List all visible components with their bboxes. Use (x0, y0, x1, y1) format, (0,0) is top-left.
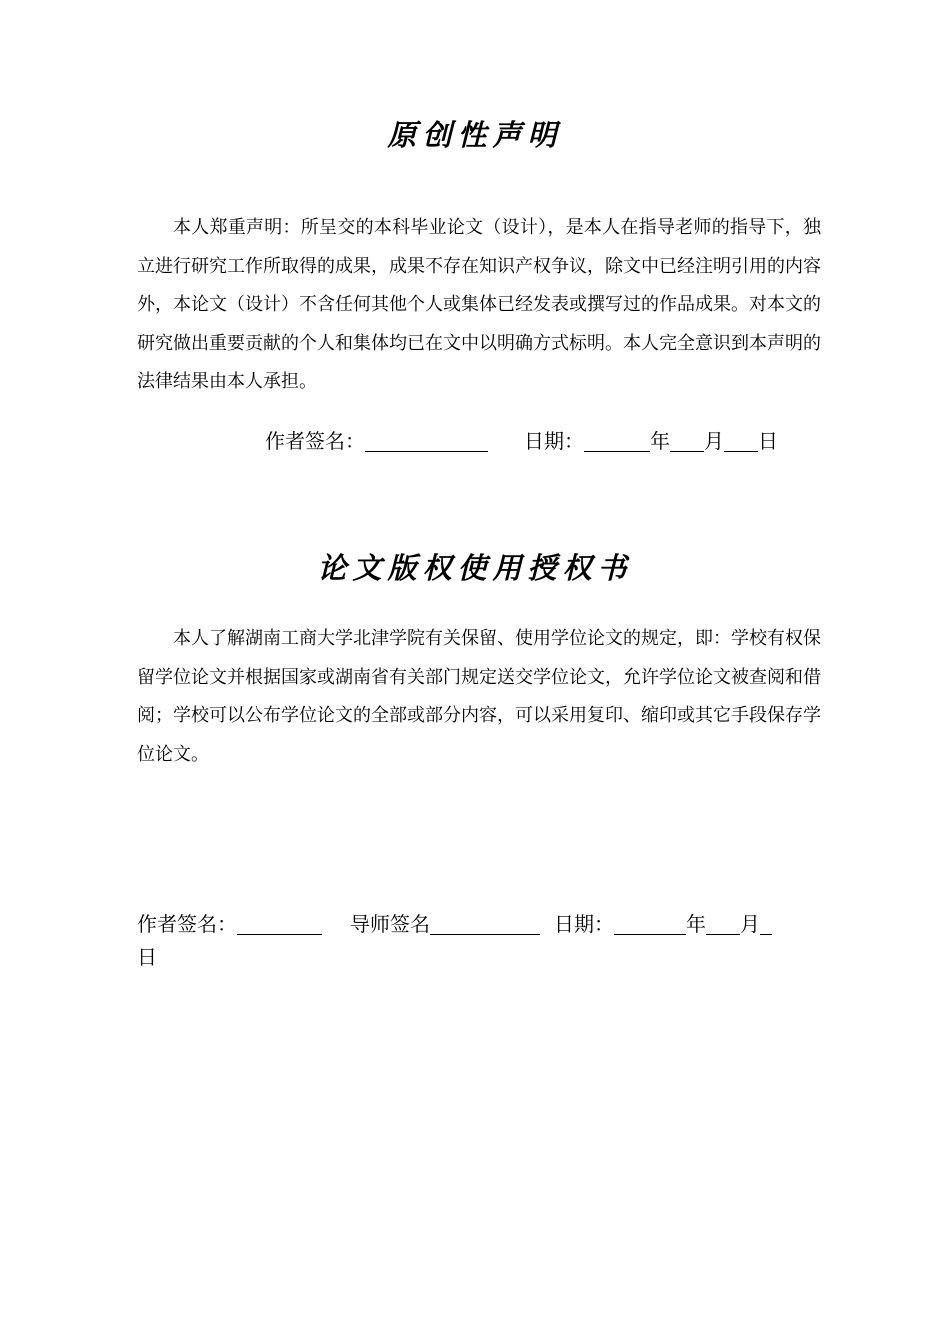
month-blank[interactable] (670, 429, 704, 452)
authorization-title: 论文版权使用授权书 (317, 551, 633, 585)
author-signature-label: 作者签名： (137, 912, 237, 936)
year-label: 年 (686, 912, 706, 936)
month-label: 月 (740, 912, 760, 936)
day-blank[interactable] (724, 429, 758, 452)
authorization-signature-line (137, 908, 772, 937)
month-label: 月 (704, 429, 724, 453)
advisor-signature-blank[interactable] (430, 912, 540, 935)
day-label: 日 (758, 429, 778, 453)
year-label: 年 (650, 429, 670, 453)
declaration-body: 本人郑重声明：所呈交的本科毕业论文（设计），是本人在指导老师的指导下，独立进行研究工作所取得的成果，成果不存在知识产权争议，除文中已经注明引用的内容外，本论文（设计）不含任何其他个人或集体已经发表或撰写过的作品成果。对本文的研究做出重要贡献的个人和集体均已在文中以明确方式标明。本人完全意识到本声明的法律结果由本人承担。 (137, 217, 821, 392)
day-blank[interactable] (760, 912, 772, 935)
authorization-body: 本人了解湖南工商大学北津学院有关保留、使用学位论文的规定，即：学校有权保留学位论文并根据国家或湖南省有关部门规定送交学位论文，允许学位论文被查阅和借阅；学校可以公布学位论文的全部或部分内容，可以采用复印、缩印或其它手段保存学位论文。 (137, 628, 821, 765)
year-blank[interactable] (584, 429, 650, 452)
day-label: 日 (137, 945, 157, 969)
author-signature-blank[interactable] (237, 912, 322, 935)
month-blank[interactable] (706, 912, 740, 935)
declaration-signature-line (265, 425, 778, 454)
authorization-signature-line-wrap (137, 941, 157, 970)
author-signature-label: 作者签名： (265, 429, 365, 453)
year-blank[interactable] (614, 912, 686, 935)
declaration-title: 原创性声明 (387, 118, 563, 152)
advisor-signature-label: 导师签名 (350, 912, 430, 936)
author-signature-blank[interactable] (365, 429, 488, 452)
date-label: 日期： (524, 429, 584, 453)
date-label: 日期： (554, 912, 614, 936)
